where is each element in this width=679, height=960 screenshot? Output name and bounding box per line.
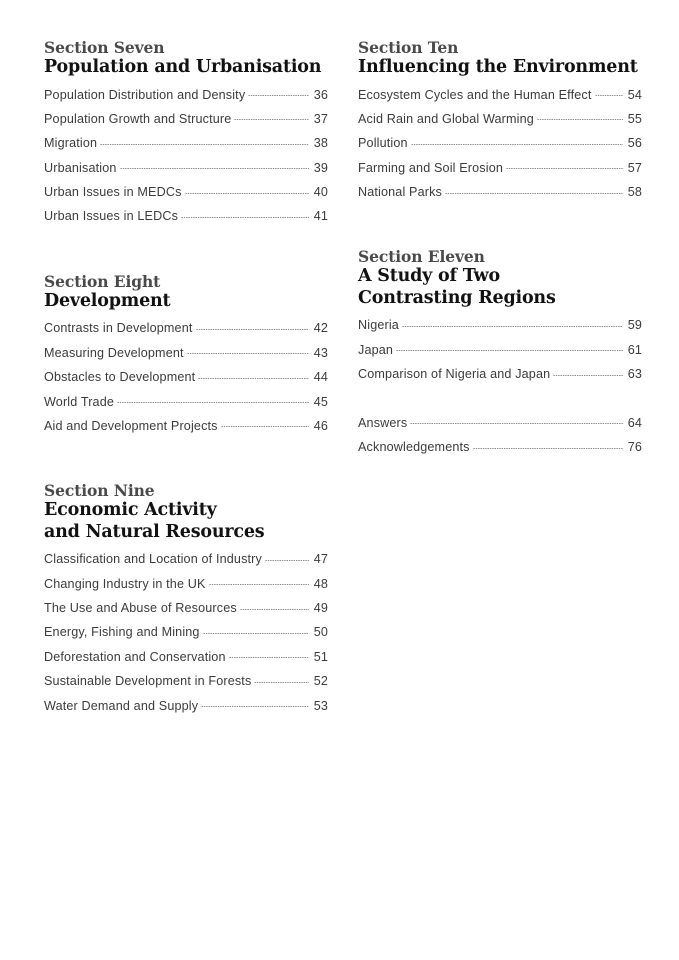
entry-title: Comparison of Nigeria and Japan	[358, 367, 551, 382]
leader-dots	[117, 393, 309, 406]
toc-entry[interactable]	[44, 599, 328, 623]
entry-page-number: 76	[627, 440, 642, 455]
toc-entry[interactable]	[44, 183, 328, 207]
entry-page-number: 57	[627, 160, 642, 175]
entry-page-number: 53	[313, 698, 328, 713]
toc-entry[interactable]	[44, 648, 328, 672]
entry-title: Measuring Development	[44, 345, 184, 360]
leader-dots	[100, 134, 309, 147]
toc-entry[interactable]	[44, 110, 328, 134]
toc-entry[interactable]	[44, 319, 328, 343]
toc-entry[interactable]	[44, 134, 328, 158]
toc-entry[interactable]	[358, 159, 642, 183]
entry-title: Ecosystem Cycles and the Human Effect	[358, 87, 592, 102]
entry-page-number: 41	[313, 209, 328, 224]
entry-page-number: 61	[627, 342, 642, 357]
leader-dots	[185, 183, 309, 196]
entry-title: Energy, Fishing and Mining	[44, 625, 200, 640]
section-label: Section Seven	[44, 38, 165, 57]
section-block-seven	[44, 38, 328, 232]
entry-page-number: 44	[313, 370, 328, 385]
entry-page-number: 59	[627, 318, 642, 333]
entry-title: Contrasts in Development	[44, 321, 193, 336]
entry-page-number: 49	[313, 601, 328, 616]
section-label: Section Ten	[358, 38, 459, 57]
entry-page-number: 46	[313, 418, 328, 433]
leader-dots	[187, 344, 309, 357]
toc-entry[interactable]	[44, 344, 328, 368]
entry-title: Nigeria	[358, 318, 399, 333]
entry-title: Farming and Soil Erosion	[358, 160, 503, 175]
entry-page-number: 63	[627, 367, 642, 382]
toc-entry[interactable]	[44, 697, 328, 721]
leader-dots	[198, 368, 309, 381]
section-label: Section Eleven	[358, 247, 485, 267]
toc-entry-answers[interactable]	[358, 414, 642, 438]
toc-entry[interactable]	[44, 368, 328, 392]
section-title-line: Development	[44, 290, 171, 311]
toc-entry[interactable]	[44, 623, 328, 647]
entry-title: Changing Industry in the UK	[44, 576, 206, 591]
section-title-line: Economic Activity	[44, 500, 217, 521]
entry-page-number: 42	[313, 321, 328, 336]
toc-entry-acknowledgements[interactable]	[358, 438, 642, 462]
entry-title: National Parks	[358, 185, 442, 200]
toc-entry[interactable]	[44, 86, 328, 110]
section-block-eleven	[358, 247, 642, 462]
section-heading-nine	[44, 481, 328, 543]
entry-page-number: 48	[313, 576, 328, 591]
toc-entry[interactable]	[44, 393, 328, 417]
leader-dots	[248, 86, 309, 99]
leader-dots	[265, 550, 309, 563]
leader-dots	[240, 599, 309, 612]
toc-entry[interactable]	[358, 134, 642, 158]
leader-dots	[595, 86, 623, 99]
entry-title: Population Distribution and Density	[44, 87, 246, 102]
entry-title: Pollution	[358, 136, 408, 151]
leader-dots	[537, 110, 623, 123]
toc-column-left	[44, 38, 328, 721]
toc-entry[interactable]	[358, 110, 642, 134]
toc-columns	[44, 38, 642, 721]
entry-page-number: 51	[313, 649, 328, 664]
entry-page-number: 50	[313, 625, 328, 640]
toc-entry[interactable]	[44, 417, 328, 441]
toc-entry[interactable]	[44, 159, 328, 183]
entry-title: Obstacles to Development	[44, 370, 196, 385]
section-block-nine	[44, 481, 328, 721]
toc-list-ten	[358, 86, 642, 208]
entry-page-number: 58	[627, 185, 642, 200]
leader-dots	[203, 623, 309, 636]
toc-list-eleven	[358, 316, 642, 462]
leader-dots	[120, 159, 309, 172]
leader-dots	[254, 672, 309, 685]
section-label: Section Eight	[44, 271, 161, 291]
section-block-ten	[358, 38, 642, 207]
entry-title: Migration	[44, 136, 98, 151]
section-title-line: A Study of Two	[358, 266, 500, 287]
entry-title: Answers	[358, 415, 408, 430]
toc-column-right	[358, 38, 642, 462]
toc-entry[interactable]	[358, 86, 642, 110]
entry-page-number: 39	[313, 160, 328, 175]
leader-dots	[396, 341, 623, 354]
entry-page-number: 56	[627, 136, 642, 151]
toc-entry[interactable]	[44, 550, 328, 574]
entry-title: World Trade	[44, 394, 115, 409]
leader-dots	[209, 575, 309, 588]
leader-dots	[201, 697, 309, 710]
toc-entry[interactable]	[44, 207, 328, 231]
entry-title: Aid and Development Projects	[44, 418, 218, 433]
entry-title: Water Demand and Supply	[44, 698, 199, 713]
toc-entry[interactable]	[358, 341, 642, 365]
entry-title: Urbanisation	[44, 160, 117, 175]
section-label: Section Nine	[44, 481, 155, 501]
leader-dots	[506, 159, 623, 172]
toc-entry[interactable]	[358, 316, 642, 340]
toc-list-eight	[44, 319, 328, 441]
entry-title: Sustainable Development in Forests	[44, 674, 252, 689]
entry-title: Japan	[358, 342, 394, 357]
leader-dots	[402, 316, 623, 329]
leader-dots	[181, 207, 309, 220]
entry-page-number: 52	[313, 674, 328, 689]
section-title-line: Influencing the Environment	[358, 57, 638, 77]
leader-dots	[234, 110, 309, 123]
leader-dots	[410, 414, 623, 427]
entry-title: Acid Rain and Global Warming	[358, 111, 534, 126]
leader-dots	[221, 417, 309, 430]
entry-page-number: 36	[313, 87, 328, 102]
entry-title: Urban Issues in LEDCs	[44, 209, 179, 224]
entry-page-number: 64	[627, 415, 642, 430]
toc-entry[interactable]	[44, 575, 328, 599]
leader-dots	[196, 319, 310, 332]
entry-page-number: 45	[313, 394, 328, 409]
leader-dots	[411, 134, 623, 147]
entry-page-number: 54	[627, 87, 642, 102]
section-heading-ten	[358, 38, 642, 79]
toc-list-seven	[44, 86, 328, 232]
entry-title: Population Growth and Structure	[44, 111, 232, 126]
toc-entry[interactable]	[358, 365, 642, 389]
section-title-line: Contrasting Regions	[358, 287, 556, 308]
entry-title: Deforestation and Conservation	[44, 649, 226, 664]
entry-page-number: 38	[313, 136, 328, 151]
toc-entry[interactable]	[358, 183, 642, 207]
entry-title: The Use and Abuse of Resources	[44, 601, 237, 616]
leader-dots	[473, 438, 623, 451]
entry-page-number: 43	[313, 345, 328, 360]
section-heading-eleven	[358, 247, 642, 309]
leader-dots	[553, 365, 623, 378]
entry-page-number: 40	[313, 185, 328, 200]
section-block-eight	[44, 272, 328, 441]
leader-dots	[445, 183, 623, 196]
entry-title: Classification and Location of Industry	[44, 552, 262, 567]
toc-list-nine	[44, 550, 328, 721]
toc-entry[interactable]	[44, 672, 328, 696]
leader-dots	[229, 648, 309, 661]
section-heading-eight	[44, 272, 328, 313]
entry-page-number: 47	[313, 552, 328, 567]
entry-page-number: 55	[627, 111, 642, 126]
section-title-line: Population and Urbanisation	[44, 57, 322, 77]
section-heading-seven	[44, 38, 328, 79]
entry-title: Acknowledgements	[358, 440, 470, 455]
entry-title: Urban Issues in MEDCs	[44, 185, 182, 200]
entry-page-number: 37	[313, 111, 328, 126]
section-title-line: and Natural Resources	[44, 521, 265, 542]
